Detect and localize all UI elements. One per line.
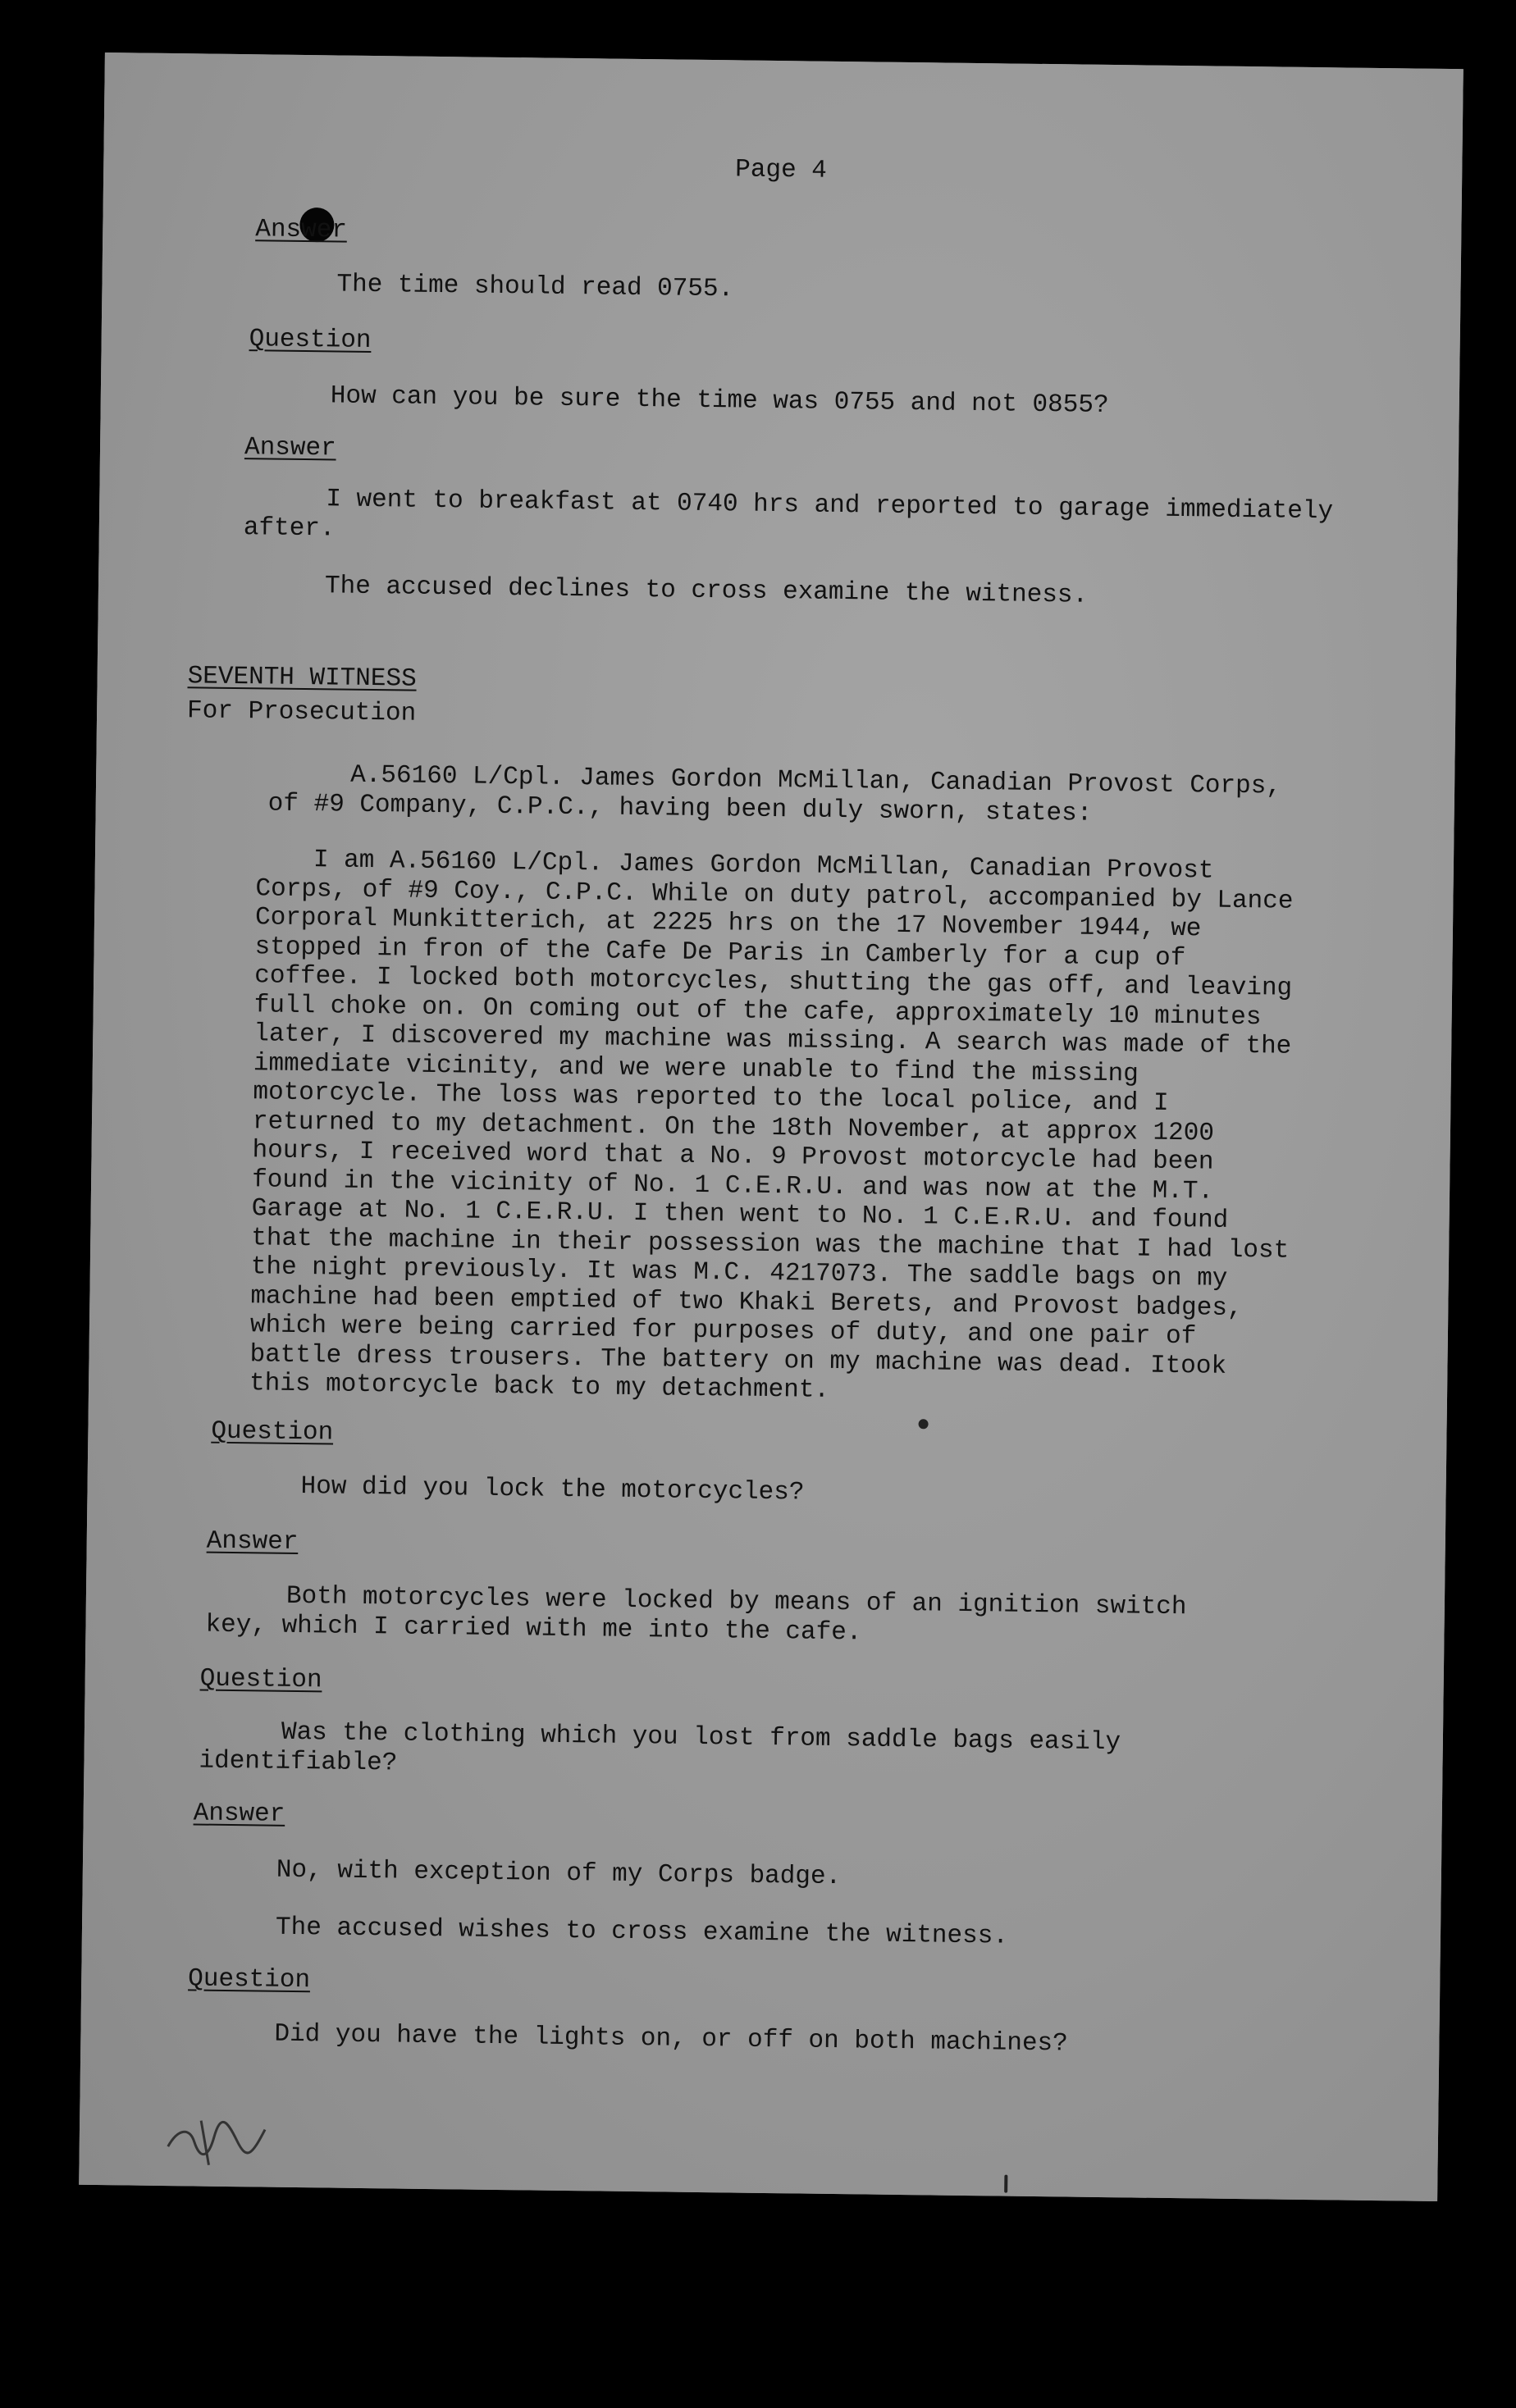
question-heading: Question (188, 1964, 311, 1995)
answer-text: I went to breakfast at 0740 hrs and reported to garage immediately (326, 485, 1334, 527)
answer-heading: Answer (244, 433, 336, 463)
paper-speck (1004, 2175, 1007, 2193)
question-text: Did you have the lights on, or off on both machines? (274, 2019, 1068, 2059)
witness-heading: SEVENTH WITNESS (187, 662, 417, 694)
cross-exam-note: The accused wishes to cross examine the witness. (275, 1913, 1009, 1951)
answer-text: The time should read 0755. (336, 270, 734, 304)
question-heading: Question (211, 1416, 334, 1448)
page-number: Page 4 (735, 155, 828, 185)
answer-text: after. (243, 513, 336, 544)
answer-text: Both motorcycles were locked by means of an ignition switch key, which I carried with me into the cafe. (205, 1581, 1187, 1648)
witness-intro: of #9 Company, C.P.C., having been duly sworn, states: (267, 789, 1093, 828)
answer-heading: Answer (206, 1526, 299, 1557)
question-text: How can you be sure the time was 0755 and not 0855? (330, 381, 1109, 420)
question-heading: Question (249, 325, 372, 355)
witness-statement: I am A.56160 L/Cpl. James Gordon McMillan, Canadian Provost Corps, of #9 Coy., C.P.C. While on duty patrol, accompanied by Lance Corporal Munkitterich, at 2225 hrs on the 17 November 1944, we stopped in fron of the Cafe De Paris in Camberly for a cup of coffee. I locked both motorcycles, shutting the gas off, and leaving full choke on. On coming out of the cafe, approximately 10 minutes later, I discovered my machine was missing. A search was made of the immediate vicinity, and we were unable to find the missing motorcycle. The loss was reported to the local police, and I returned to my detachment. On the 18th November, at approx 1200 hours, I received word that a No. 9 Provost motorcycle had been found in the vicinity of No. 1 C.E.R.U. and was now at the M.T. Garage at No. 1 C.E.R.U. I then went to No. 1 C.E.R.U. and found that the machine in their possession was the machine that I had lost the night previously. It was M.C. 4217073. The saddle bags on my machine had been emptied of two Khaki Berets, and Provost badges, which were being carried for purposes of duty, and one pair of battle dress trousers. The battery on my machine was dead. Itook this motorcycle back to my detachment. (249, 846, 1294, 1405)
paper-speck (919, 1419, 929, 1429)
question-heading: Question (199, 1664, 322, 1695)
question-text: How did you lock the motorcycles? (300, 1472, 805, 1507)
initials-signature (161, 2104, 276, 2171)
cross-exam-note: The accused declines to cross examine the witness. (324, 572, 1089, 610)
question-text: Was the clothing which you lost from saddle bags easily identifiable? (199, 1717, 1121, 1778)
answer-heading: Answer (255, 215, 348, 245)
answer-heading: Answer (193, 1799, 285, 1829)
witness-subheading: For Prosecution (186, 696, 417, 728)
witness-intro: A.56160 L/Cpl. James Gordon McMillan, Canadian Provost Corps, (349, 760, 1282, 801)
typed-page (79, 52, 1463, 2201)
answer-text: No, with exception of my Corps badge. (276, 1855, 842, 1892)
